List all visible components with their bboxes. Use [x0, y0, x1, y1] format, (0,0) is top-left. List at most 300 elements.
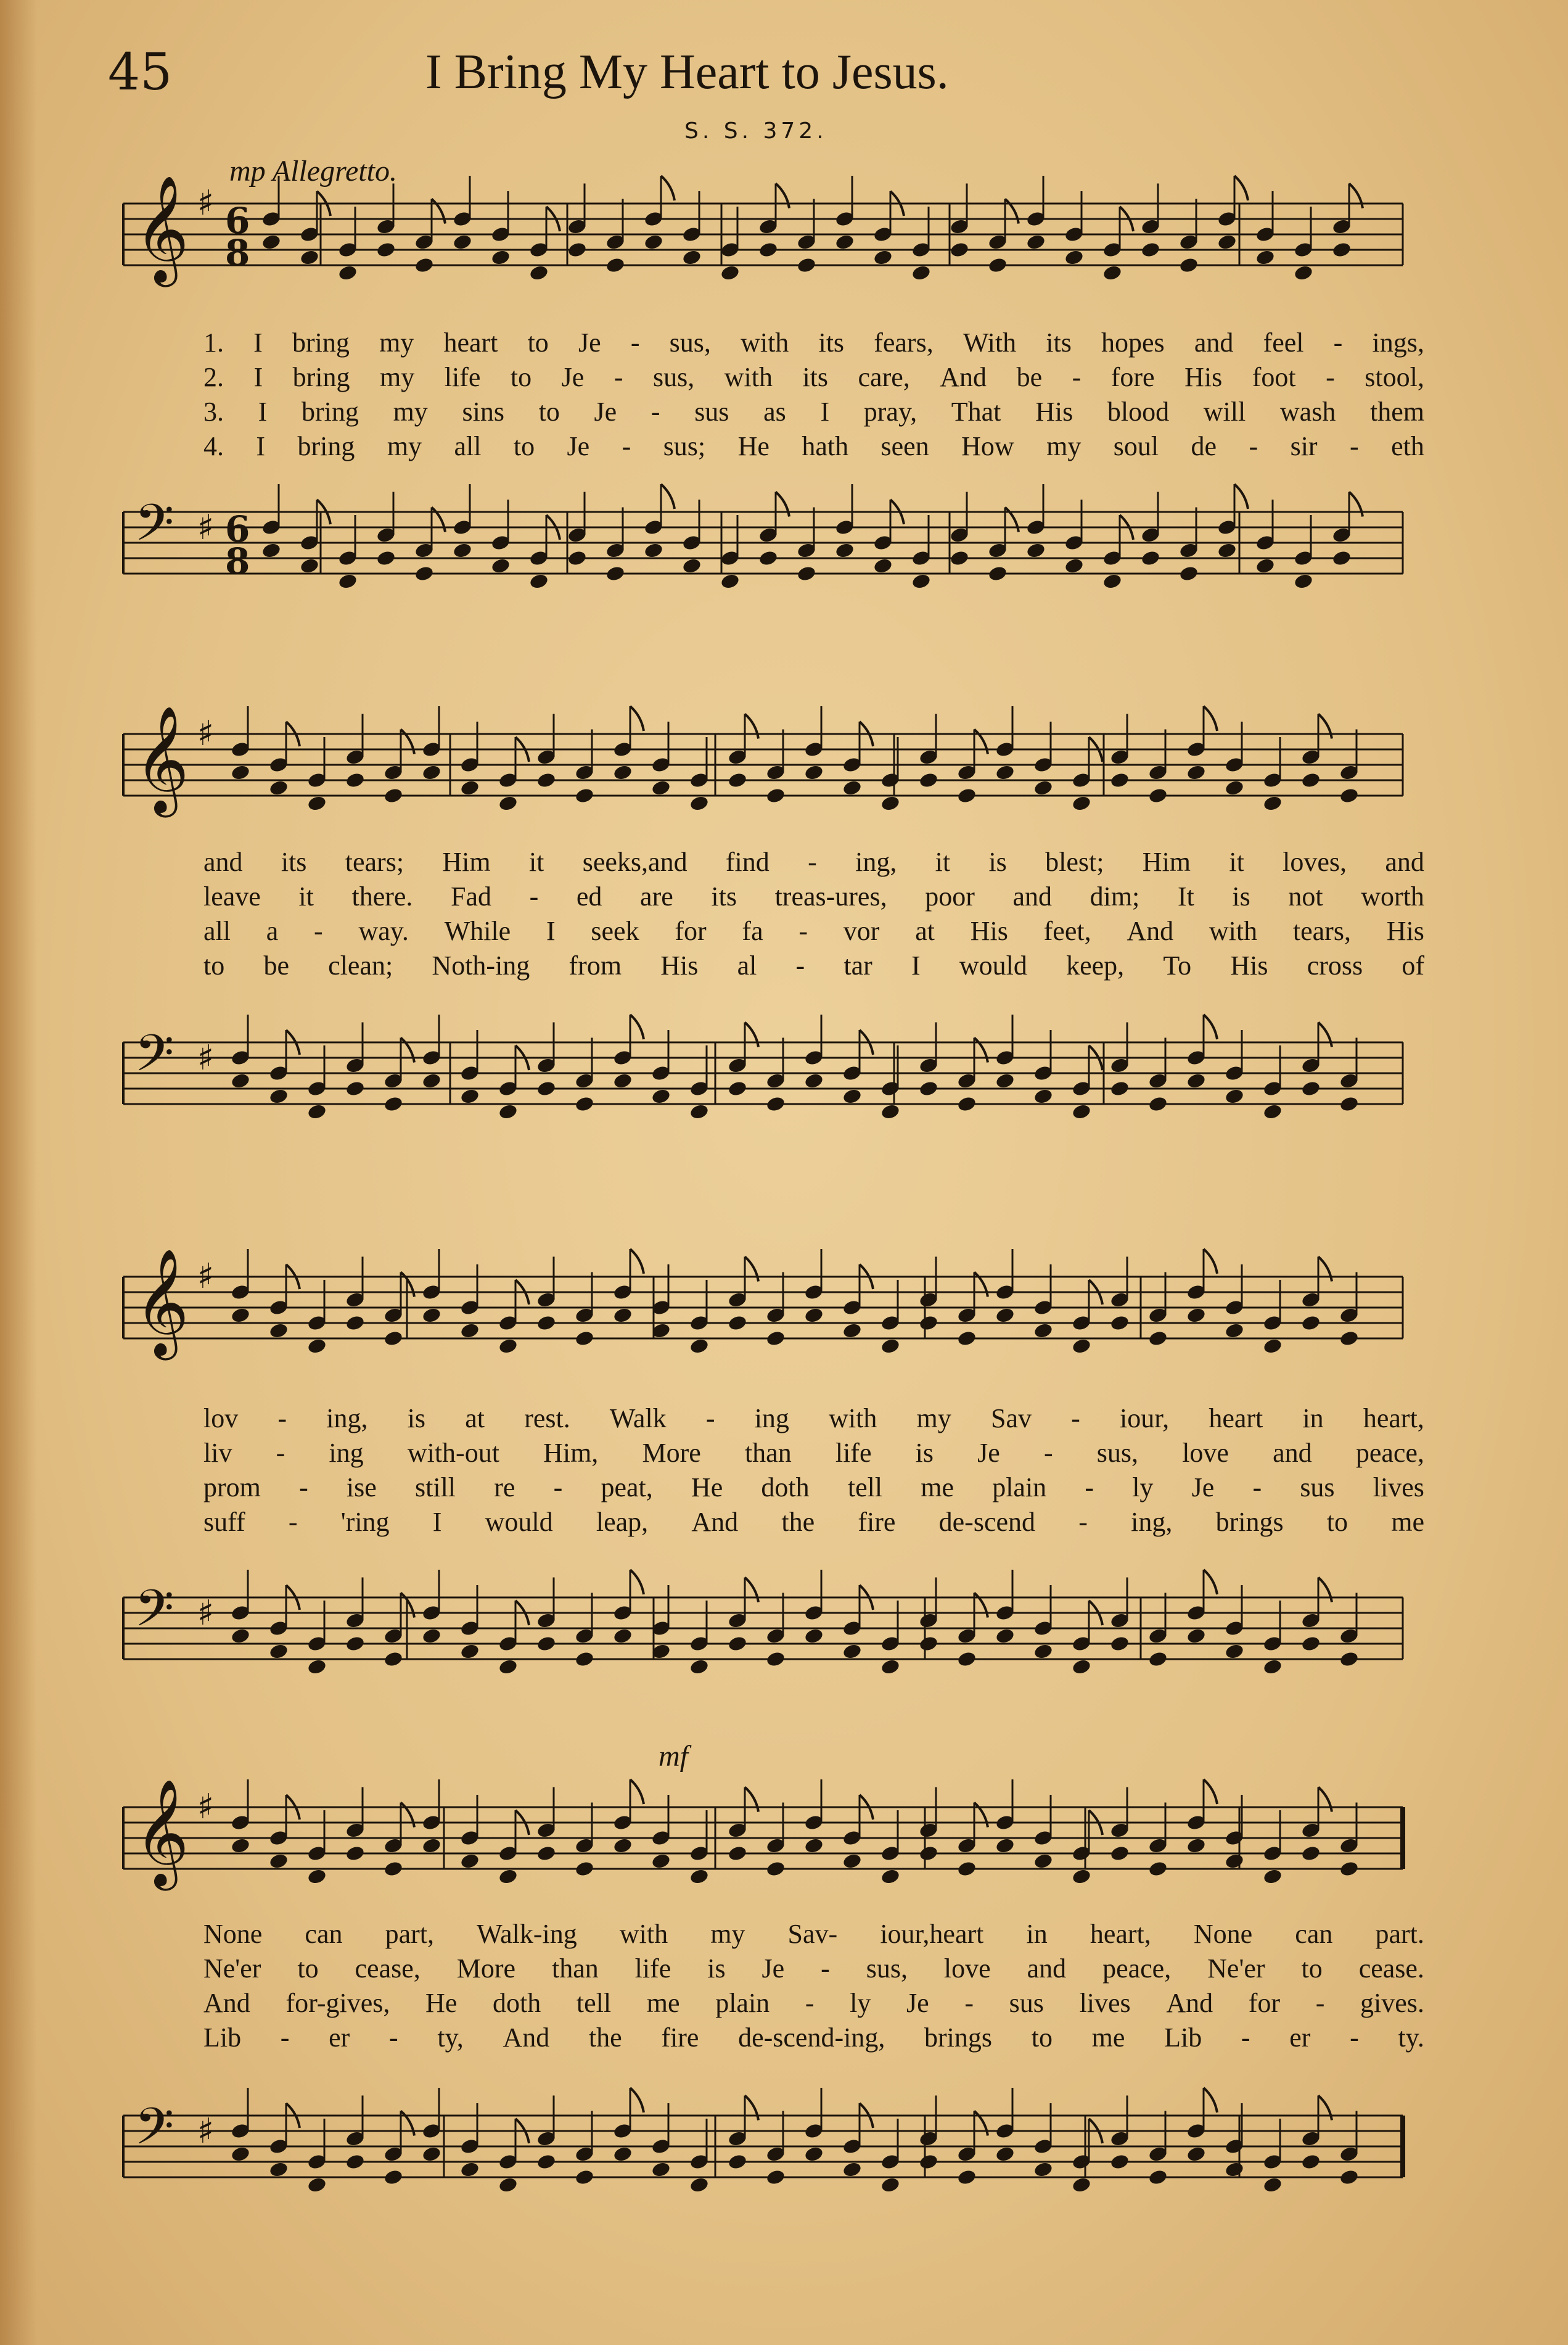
note-flag: [630, 1015, 644, 1039]
notehead: [383, 1095, 403, 1113]
sharp-icon: ♯: [197, 1787, 215, 1827]
lyric-word: in: [1026, 1919, 1048, 1949]
lyric-word: eth: [1391, 431, 1424, 461]
lyric-word: His: [1386, 916, 1424, 946]
notehead: [230, 1837, 250, 1854]
lyric-line: [203, 326, 1424, 360]
lyric-word: for: [1248, 1988, 1281, 2018]
lyric-word: lives: [1373, 1472, 1424, 1502]
lyric-word: -: [1072, 362, 1082, 392]
lyric-word: sus,: [866, 1953, 908, 1984]
lyric-word: my: [710, 1919, 745, 1949]
lyric-word: ty,: [437, 2022, 464, 2053]
lyric-word: -: [1326, 362, 1335, 392]
lyric-word: I: [253, 362, 263, 392]
note-flag: [1204, 706, 1217, 731]
lyric-word: His: [1035, 397, 1073, 427]
lyric-word: and: [1385, 847, 1424, 877]
notehead: [796, 257, 816, 274]
lyric-word: plain: [715, 1988, 770, 2018]
lyric-word: 4.: [203, 431, 224, 461]
notehead: [1300, 772, 1321, 789]
notehead: [1071, 2176, 1091, 2193]
notehead: [689, 1103, 709, 1120]
lyric-word: -: [553, 1472, 563, 1502]
notehead: [574, 1860, 594, 1877]
hymn-reference: S. S. 372.: [684, 118, 827, 144]
lyric-word: 2.: [203, 362, 224, 392]
notehead: [536, 1080, 556, 1097]
notehead: [1064, 557, 1084, 574]
notehead: [1293, 264, 1313, 281]
lyric-word: at: [915, 916, 935, 946]
lyric-word: suff: [203, 1507, 245, 1537]
notehead: [1186, 1072, 1206, 1089]
lyric-word: it: [528, 847, 544, 877]
lyric-word: Je: [761, 1953, 785, 1984]
notehead: [421, 1072, 441, 1089]
notehead: [421, 2145, 441, 2162]
lyric-word: cease.: [1358, 1953, 1424, 1984]
lyric-word: seek: [591, 916, 639, 946]
note-flag: [630, 1779, 644, 1804]
treble-staff: [0, 1248, 1568, 1406]
notehead: [1224, 1087, 1244, 1105]
lyric-word: ed: [576, 881, 602, 912]
hymn-title: I Bring My Heart to Jesus.: [425, 45, 949, 99]
lyric-line: [203, 880, 1424, 914]
notehead: [1262, 1658, 1283, 1675]
lyric-word: I: [256, 431, 266, 461]
notehead: [651, 2161, 671, 2178]
lyric-word: 'ring: [340, 1507, 390, 1537]
lyric-word: tears,: [1292, 916, 1351, 946]
lyric-word: life: [444, 362, 481, 392]
notehead: [872, 557, 893, 574]
lyric-word: with: [1209, 916, 1258, 946]
lyric-word: seeks,and: [582, 847, 688, 877]
lyric-line: [203, 1986, 1424, 2021]
lyric-word: And: [691, 1507, 739, 1537]
notehead: [918, 1635, 938, 1652]
lyrics-block: [203, 1917, 1424, 2055]
lyric-word: ty.: [1398, 2022, 1424, 2053]
notehead: [1178, 257, 1199, 274]
lyric-word: I: [432, 1507, 442, 1537]
notehead: [268, 1642, 289, 1660]
notehead: [918, 1080, 938, 1097]
notehead: [842, 1852, 862, 1869]
lyric-word: gives.: [1360, 1988, 1424, 2018]
lyric-word: bring: [292, 328, 350, 358]
notehead: [987, 565, 1008, 582]
note-flag: [630, 1570, 644, 1594]
notehead: [383, 1651, 403, 1668]
notehead: [612, 1072, 633, 1089]
lyric-word: at: [465, 1403, 485, 1433]
lyric-word: -: [529, 881, 539, 912]
sharp-icon: ♯: [197, 508, 215, 548]
notehead: [803, 1627, 824, 1644]
notehead: [956, 1651, 977, 1668]
lyric-word: And: [203, 1988, 250, 2018]
lyric-word: to: [297, 1953, 319, 1984]
lyric-line: [203, 395, 1424, 429]
lyric-word: and: [1027, 1953, 1067, 1984]
lyric-word: Je: [1191, 1472, 1215, 1502]
lyric-word: not: [1288, 881, 1323, 912]
notehead: [414, 257, 434, 274]
lyric-word: its: [711, 881, 737, 912]
notehead: [1217, 233, 1237, 250]
note-flag: [1204, 2088, 1217, 2112]
lyric-word: my: [393, 397, 428, 427]
lyric-word: More: [642, 1438, 701, 1468]
notehead: [421, 764, 441, 781]
lyric-word: With: [963, 328, 1017, 358]
lyric-word: the: [588, 2022, 622, 2053]
notehead: [956, 787, 977, 804]
notehead: [681, 249, 702, 266]
notehead: [459, 1322, 480, 1339]
lyric-word: and: [1273, 1438, 1312, 1468]
notehead: [880, 2176, 900, 2193]
lyric-word: is: [988, 847, 1007, 877]
lyric-word: -: [314, 916, 323, 946]
sharp-icon: ♯: [197, 183, 215, 223]
notehead: [995, 764, 1015, 781]
lyric-word: is: [915, 1438, 934, 1468]
notehead: [880, 1868, 900, 1885]
lyric-word: soul: [1113, 431, 1159, 461]
notehead: [880, 1103, 900, 1120]
lyric-word: Walk: [609, 1403, 667, 1433]
lyric-word: would: [959, 950, 1027, 981]
lyric-word: -: [1252, 1472, 1262, 1502]
lyric-word: to: [203, 950, 225, 981]
lyric-word: loves,: [1283, 847, 1347, 877]
lyric-word: there.: [351, 881, 413, 912]
lyric-word: er: [1289, 2022, 1311, 2053]
notehead: [452, 542, 472, 559]
notehead: [1224, 1322, 1244, 1339]
notehead: [376, 550, 396, 567]
lyric-line: [203, 429, 1424, 464]
notehead: [727, 772, 747, 789]
lyric-word: bring: [297, 431, 355, 461]
notehead: [1331, 241, 1352, 258]
notehead: [1071, 1868, 1091, 1885]
lyric-word: -: [288, 1507, 298, 1537]
lyric-word: And: [1127, 916, 1174, 946]
sharp-icon: ♯: [197, 2111, 215, 2151]
notehead: [1186, 764, 1206, 781]
lyric-word: doth: [761, 1472, 810, 1502]
time-sig-denominator: 8: [225, 540, 250, 582]
notehead: [1300, 1635, 1321, 1652]
treble-staff: [0, 706, 1568, 863]
note-flag: [1234, 176, 1248, 200]
tempo-marking: mp Allegretto.: [229, 155, 397, 188]
lyric-word: lov: [203, 1403, 239, 1433]
notehead: [1224, 779, 1244, 796]
notehead: [803, 1837, 824, 1854]
lyric-word: -: [277, 1403, 287, 1433]
notehead: [306, 2176, 327, 2193]
notehead: [261, 542, 281, 559]
lyric-word: heart,: [1363, 1403, 1424, 1433]
notehead: [536, 772, 556, 789]
notehead: [230, 1627, 250, 1644]
lyric-word: bring: [292, 362, 350, 392]
notehead: [1262, 794, 1283, 812]
lyric-word: blood: [1107, 397, 1170, 427]
notehead: [949, 241, 969, 258]
bass-clef-icon: 𝄢: [134, 1578, 174, 1651]
note-flag: [1204, 1015, 1217, 1039]
notehead: [383, 2169, 403, 2186]
notehead: [949, 550, 969, 567]
lyric-word: fa: [742, 916, 763, 946]
lyric-word: -: [1249, 431, 1258, 461]
notehead: [842, 1642, 862, 1660]
notehead: [1033, 1322, 1053, 1339]
lyric-word: re: [494, 1472, 515, 1502]
notehead: [1262, 1337, 1283, 1354]
lyric-word: feel: [1263, 328, 1304, 358]
lyric-word: blest;: [1045, 847, 1104, 877]
lyric-word: fire: [661, 2022, 699, 2053]
lyric-word: I: [253, 328, 263, 358]
lyric-word: I: [546, 916, 556, 946]
notehead: [727, 2153, 747, 2170]
lyric-word: He: [691, 1472, 723, 1502]
notehead: [459, 1642, 480, 1660]
lyric-word: ly: [1132, 1472, 1154, 1502]
notehead: [299, 557, 319, 574]
lyric-word: de: [1191, 431, 1217, 461]
lyric-word: are: [640, 881, 673, 912]
notehead: [1262, 1103, 1283, 1120]
lyric-word: Je: [594, 397, 617, 427]
notehead: [834, 542, 855, 559]
lyric-word: rest.: [524, 1403, 570, 1433]
lyric-word: His: [970, 916, 1008, 946]
lyric-word: Sav-: [787, 1919, 838, 1949]
lyric-word: Je: [906, 1988, 929, 2018]
lyric-word: ly: [850, 1988, 871, 2018]
lyric-word: than: [551, 1953, 599, 1984]
notehead: [612, 1627, 633, 1644]
time-sig-numerator: 6: [225, 508, 250, 550]
notehead: [1186, 2145, 1206, 2162]
lyric-word: -: [821, 1953, 830, 1984]
lyric-word: prom: [203, 1472, 261, 1502]
page-spine-shadow: [0, 0, 37, 2345]
lyric-word: -: [630, 328, 640, 358]
notehead: [842, 1322, 862, 1339]
lyric-word: with: [829, 1403, 877, 1433]
notehead: [765, 1651, 786, 1668]
lyric-word: lives: [1079, 1988, 1131, 2018]
lyric-word: dim;: [1090, 881, 1140, 912]
lyric-word: iour,heart: [880, 1919, 984, 1949]
notehead: [1224, 2161, 1244, 2178]
notehead: [1033, 1087, 1053, 1105]
notehead: [689, 794, 709, 812]
lyric-word: hath: [802, 431, 849, 461]
lyric-word: sus: [1300, 1472, 1335, 1502]
lyrics-block: [203, 326, 1424, 464]
lyric-word: -: [705, 1403, 715, 1433]
lyric-word: And: [503, 2022, 550, 2053]
notehead: [574, 1095, 594, 1113]
lyric-word: to: [1326, 1507, 1348, 1537]
notehead: [689, 1658, 709, 1675]
lyric-word: His: [1184, 362, 1223, 392]
lyric-word: -: [1333, 328, 1343, 358]
notehead: [689, 1337, 709, 1354]
lyric-word: leap,: [596, 1507, 649, 1537]
notehead: [918, 1314, 938, 1332]
notehead: [1224, 1642, 1244, 1660]
notehead: [306, 1868, 327, 1885]
notehead: [689, 1868, 709, 1885]
notehead: [796, 565, 816, 582]
lyric-word: Walk-ing: [477, 1919, 577, 1949]
notehead: [911, 264, 931, 281]
lyric-word: tell: [847, 1472, 883, 1502]
lyric-word: -: [389, 2022, 398, 2053]
lyric-word: poor: [925, 881, 975, 912]
lyric-word: More: [456, 1953, 516, 1984]
notehead: [498, 1337, 518, 1354]
notehead: [918, 772, 938, 789]
lyric-word: to: [1301, 1953, 1323, 1984]
notehead: [956, 1860, 977, 1877]
lyric-word: its: [281, 847, 307, 877]
notehead: [536, 1635, 556, 1652]
notehead: [1033, 1642, 1053, 1660]
notehead: [803, 1072, 824, 1089]
notehead: [268, 2161, 289, 2178]
lyric-word: me: [1391, 1507, 1424, 1537]
lyric-word: me: [1091, 2022, 1125, 2053]
lyric-word: sus,: [652, 362, 695, 392]
notehead: [681, 557, 702, 574]
notehead: [1339, 787, 1359, 804]
notehead: [1300, 1314, 1321, 1332]
notehead: [459, 1087, 480, 1105]
lyric-word: -: [1315, 1988, 1325, 2018]
lyric-word: His: [660, 950, 699, 981]
lyric-word: ing: [329, 1438, 364, 1468]
sharp-icon: ♯: [197, 1593, 215, 1633]
notehead: [1300, 1845, 1321, 1862]
lyric-word: worth: [1361, 881, 1424, 912]
notehead: [758, 241, 778, 258]
notehead: [995, 1072, 1015, 1089]
notehead: [1109, 2153, 1130, 2170]
sharp-icon: ♯: [197, 1256, 215, 1296]
notehead: [306, 1103, 327, 1120]
notehead: [1109, 772, 1130, 789]
lyric-line: [203, 360, 1424, 395]
notehead: [421, 1627, 441, 1644]
note-flag: [661, 176, 675, 200]
lyric-word: care,: [858, 362, 910, 392]
notehead: [261, 233, 281, 250]
treble-staff: [0, 1779, 1568, 1937]
notehead: [498, 1103, 518, 1120]
lyric-word: Je: [561, 362, 585, 392]
lyric-word: seen: [880, 431, 929, 461]
lyric-word: I: [911, 950, 921, 981]
lyric-word: life: [835, 1438, 872, 1468]
notehead: [306, 1337, 327, 1354]
lyric-word: fears,: [874, 328, 934, 358]
notehead: [230, 1306, 250, 1324]
lyric-word: sir: [1290, 431, 1318, 461]
notehead: [842, 1087, 862, 1105]
lyric-word: me: [921, 1472, 954, 1502]
notehead: [1033, 2161, 1053, 2178]
notehead: [1102, 572, 1122, 590]
lyric-word: To: [1163, 950, 1192, 981]
lyric-word: -: [651, 397, 660, 427]
lyric-word: its: [802, 362, 829, 392]
notehead: [880, 1337, 900, 1354]
lyric-word: sins: [462, 397, 504, 427]
note-flag: [661, 484, 675, 509]
lyric-word: my: [380, 362, 415, 392]
lyric-word: Him,: [543, 1438, 599, 1468]
bass-staff: [0, 2097, 1568, 2245]
notehead: [765, 1095, 786, 1113]
lyric-word: sus;: [663, 431, 706, 461]
notehead: [574, 1330, 594, 1347]
notehead: [345, 1635, 365, 1652]
lyric-word: can: [1295, 1919, 1333, 1949]
notehead: [643, 233, 663, 250]
lyric-word: While: [444, 916, 511, 946]
lyric-word: than: [744, 1438, 792, 1468]
lyric-word: I: [820, 397, 830, 427]
notehead: [765, 787, 786, 804]
notehead: [1071, 1103, 1091, 1120]
lyric-word: and: [1012, 881, 1052, 912]
notehead: [1025, 542, 1046, 559]
lyric-word: still: [415, 1472, 456, 1502]
lyric-word: and: [203, 847, 243, 877]
lyric-word: be: [263, 950, 289, 981]
notehead: [643, 542, 663, 559]
lyric-word: my: [379, 328, 414, 358]
treble-clef-icon: 𝄞: [134, 175, 189, 282]
lyric-word: Him: [1142, 847, 1191, 877]
notehead: [1339, 1095, 1359, 1113]
notehead: [612, 2145, 633, 2162]
notehead: [383, 1330, 403, 1347]
notehead: [727, 1845, 747, 1862]
lyric-word: -: [1085, 1472, 1094, 1502]
lyric-word: peace,: [1355, 1438, 1424, 1468]
treble-clef-icon: 𝄞: [134, 1779, 189, 1886]
lyric-word: with: [619, 1919, 668, 1949]
lyric-word: all: [203, 916, 231, 946]
notehead: [1262, 2176, 1283, 2193]
lyric-word: 3.: [203, 397, 224, 427]
